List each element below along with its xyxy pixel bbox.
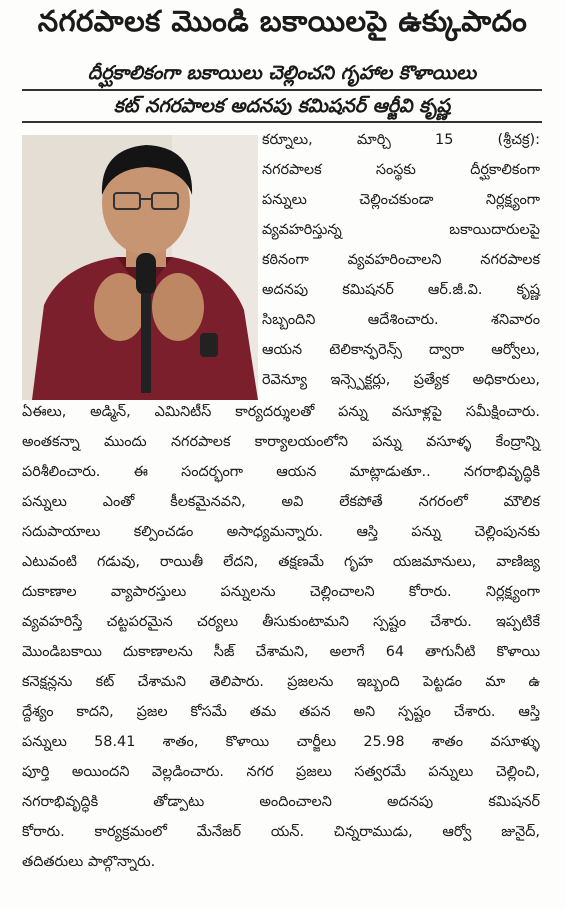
article-line: పన్నులు చెల్లించకుండా నిర్లక్ష్యంగా [262, 192, 540, 208]
article-line: సదుపాయాలు కల్పించడం అసాధ్యమన్నారు. ఆస్తి పన్ను చెల్లింపునకు [22, 524, 540, 540]
article-line: నగరాభివృద్ధికి తోడ్పాటు అందించాలని అదనపు కమిషనర్ [22, 794, 540, 810]
article-line: అంతకన్నా ముందు నగరపాలక కార్యాలయంలోని పన్ను వసూళ్ళ కేంద్రాన్ని [22, 434, 540, 450]
subheadline-2: కట్ నగరపాలక అదనపు కమిషనర్ ఆర్జీవి కృష్ణ [113, 95, 451, 117]
article-line: కోరారు. కార్యక్రమంలో మేనేజర్ యన్. చిన్నరాముడు, ఆర్వో జునైద్, [22, 824, 540, 840]
article-line: ఆయన టెలికాన్ఫరెన్స్ ద్వారా ఆర్వోలు, [262, 342, 540, 358]
article-line: రెవెన్యూ ఇన్స్పెక్టర్లు, ప్రత్యేక అధికారులు, [262, 372, 540, 388]
article-line: కనెక్షన్లను కట్ చేశామని తెలిపారు. ప్రజలను ఇబ్బంది పెట్టడం మా ఉ [22, 674, 540, 690]
article-line: పన్నులు 58.41 శాతం, కొళాయి చార్జీలు 25.98 శాతం వసూళ్ళు [22, 734, 540, 750]
article-line: అదనపు కమిషనర్ ఆర్.జీ.వి. కృష్ణ [262, 282, 540, 298]
subheadline-1: దీర్ఘకాలికంగా బకాయిలు చెల్లించని గృహాల కొళాయిలు [87, 62, 477, 84]
article-line: ఏఈలు, అడ్మిన్, ఎమినిటీస్ కార్యదర్శులతో పన్ను వసూళ్లపై సమీక్షించారు. [22, 404, 540, 420]
article-line: వ్యవహరిస్తున్న బకాయిదారులపై [262, 222, 540, 238]
article-line: మొండిబకాయి దుకాణాలను సీజ్ చేశామని, అలాగే 64 తాగునీటి కొళాయి [22, 644, 540, 660]
article-line: ఎటువంటి గడువు, రాయితీ లేదని, తక్షణమే గృహ యజమానులు, వాణిజ్య [22, 554, 540, 570]
article-line: పరిశీలించారు. ఈ సందర్భంగా ఆయన మాట్లాడుతూ.. నగరాభివృద్ధికి [22, 464, 540, 480]
article-line: సిబ్బందిని ఆదేశించారు. శనివారం [262, 312, 540, 328]
article-line: దుకాణాల వ్యాపారస్తులు పన్నులను చెల్లించాలని కోరారు. నిర్లక్ష్యంగా [22, 584, 540, 600]
article-line: కఠినంగా వ్యవహరించాలని నగరపాలక [262, 252, 540, 268]
article-line: కర్నూలు, మార్చి 15 (శ్రీచక్ర): [262, 132, 540, 148]
headline: నగరపాలక మొండి బకాయిలపై ఉక్కుపాదం [37, 4, 528, 38]
article-line: వ్యవహరిస్తే చట్టపరమైన చర్యలు తీసుకుంటామని స్పష్టం చేశారు. ఇప్పటికే [22, 614, 540, 630]
article-line: పూర్తి అయిందని వెల్లడించారు. నగర ప్రజలు సత్వరమే పన్నులు చెల్లించి, [22, 764, 540, 780]
article-line: పన్నులు ఎంతో కీలకమైనవని, అవి లేకపోతే నగరంలో మౌలిక [22, 494, 540, 510]
article-line: ద్దేశ్యం కాదని, ప్రజల కోసమే తమ తపన అని స్పష్టం చేశారు. ఆస్తి [22, 704, 540, 720]
article-line: నగరపాలక సంస్థకు దీర్ఘకాలికంగా [262, 162, 540, 178]
article-line: తదితరులు పాల్గొన్నారు. [22, 854, 156, 870]
